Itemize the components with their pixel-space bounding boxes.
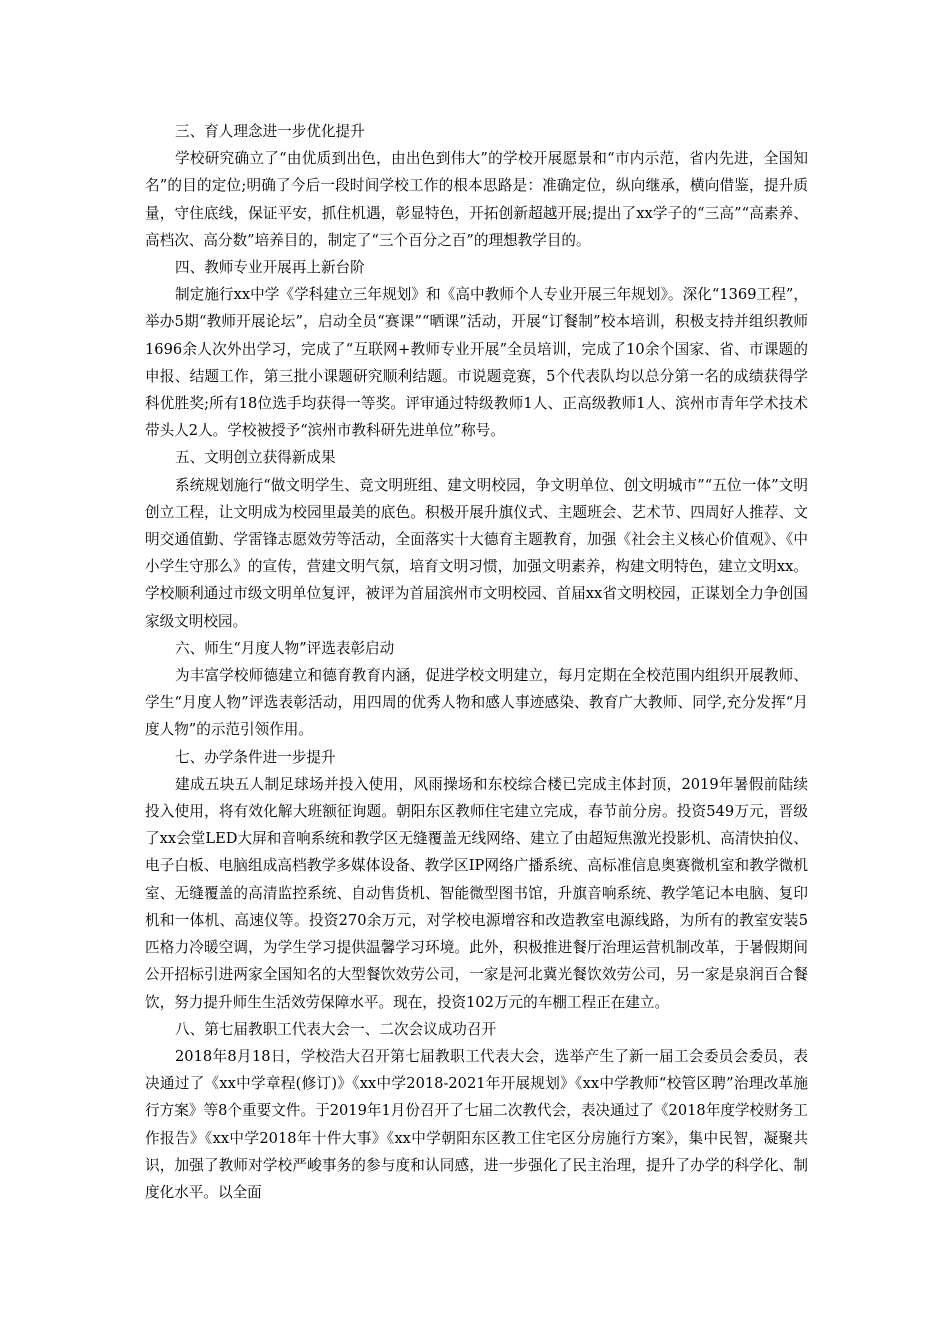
section-heading: 七、办学条件进一步提升 (175, 748, 336, 766)
section-8 (145, 1016, 808, 1206)
section-heading: 三、育人理念进一步优化提升 (175, 123, 365, 140)
section-paragraph: 制定施行xx中学《学科建立三年规划》和《高中教师个人专业开展三年规划》。深化“1369工程”，举办5期“教师开展论坛”，启动全员“赛课”“晒课”活动，开展“订餐制”校本培训，积极支持并组织教师1696余人次外出学习，完成了“互联网+教师专业开展”全员培训，完成了10余个国家、省、市课题的申报、结题工作，第三批小课题研究顺利结题。市说题竞赛，5个代表队均以总分第一名的成绩获得学科优胜奖;所有18位选手均获得一等奖。评审通过特级教师1人、正高级教师1人、滨州市青年学术技术带头人2人。学校被授予“滨州市教科研先进单位”称号。 (145, 286, 808, 440)
section-paragraph: 学校研究确立了“由优质到出色，由出色到伟大”的学校开展愿景和“市内示范，省内先进，全国知名”的目的定位;明确了今后一段时间学校工作的根本思路是：准确定位，纵向继承，横向借鉴，提升质量，守住底线，保证平安，抓住机遇，彰显特色，开拓创新超越开展;提出了xx学子的“三高”“高素养、高档次、高分数”培养目的，制定了“三个百分之百”的理想教学目的。 (145, 150, 808, 249)
section-heading: 四、教师专业开展再上新台阶 (175, 259, 365, 277)
document-page (145, 118, 808, 1206)
section-paragraph: 2018年8月18日，学校浩大召开第七届教职工代表大会，选举产生了新一届工会委员会委员，表决通过了《xx中学章程(修订)》《xx中学2018-2021年开展规划》《xx中学教师“校管区聘”治理改革施行方案》等8个重要文件。于2019年1月份召开了七届二次教代会，表决通过了《2018年度学校财务工作报告》《xx中学2018年十件大事》《xx中学朝阳东区教工住宅区分房施行方案》，集中民智，凝聚共识，加强了教师对学校严峻事务的参与度和认同感，进一步强化了民主治理，提升了办学的科学化、制度化水平。以全面 (145, 1047, 808, 1201)
section-heading: 六、师生“月度人物”评选表彰启动 (175, 639, 395, 657)
section-paragraph: 建成五块五人制足球场并投入使用，风雨操场和东校综合楼已完成主体封顶，2019年暑假前陆续投入使用，将有效化解大班额征询题。朝阳东区教师住宅建立完成，春节前分房。投资549万元，晋级了xx会堂LED大屏和音响系统和教学区无缝覆盖无线网络、建立了由超短焦激光投影机、高清快拍仪、电子白板、电脑组成高档教学多媒体设备、教学区IP网络广播系统、高标准信息奥赛微机室和教学微机室、无缝覆盖的高清监控系统、自动售货机、智能微型图书馆，升旗音响系统、教学笔记本电脑、复印机和一体机、高速仪等。投资270余万元，对学校电源增容和改造教室电源线路，为所有的教室安装5匹格力冷暖空调，为学生学习提供温馨学习环境。此外，积极推进餐厅治理运营机制改革，于暑假期间公开招标引进两家全国知名的大型餐饮效劳公司，一家是河北冀光餐饮效劳公司，另一家是泉润百合餐饮，努力提升师生生活效劳保障水平。现在，投资102万元的车棚工程正在建立。 (145, 775, 808, 1011)
section-paragraph: 为丰富学校师德建立和德育教育内涵，促进学校文明建立，每月定期在全校范围内组织开展教师、学生“月度人物”评选表彰活动，用四周的优秀人物和感人事迹感染、教育广大教师、同学,充分发挥“月度人物”的示范引领作用。 (145, 667, 808, 739)
section-7 (145, 744, 808, 1016)
section-4 (145, 254, 808, 444)
section-paragraph: 系统规划施行“做文明学生、竞文明班组、建文明校园，争文明单位、创文明城市”“五位一体”文明创立工程，让文明成为校园里最美的底色。积极开展升旗仪式、主题班会、艺术节、四周好人推荐、文明交通值勤、学雷锋志愿效劳等活动，全面落实十大德育主题教育，加强《社会主义核心价值观》、《中小学生守那么》的宣传，营建文明气氛，培育文明习惯，加强文明素养，构建文明特色，建立文明xx。学校顺利通过市级文明单位复评，被评为首届滨州市文明校园、首届xx省文明校园，正谋划全力争创国家级文明校园。 (145, 476, 808, 630)
section-5 (145, 444, 808, 634)
section-heading: 八、第七届教职工代表大会一、二次会议成功召开 (175, 1020, 497, 1038)
section-6 (145, 635, 808, 744)
section-3 (145, 118, 808, 254)
section-heading: 五、文明创立获得新成果 (175, 449, 336, 467)
